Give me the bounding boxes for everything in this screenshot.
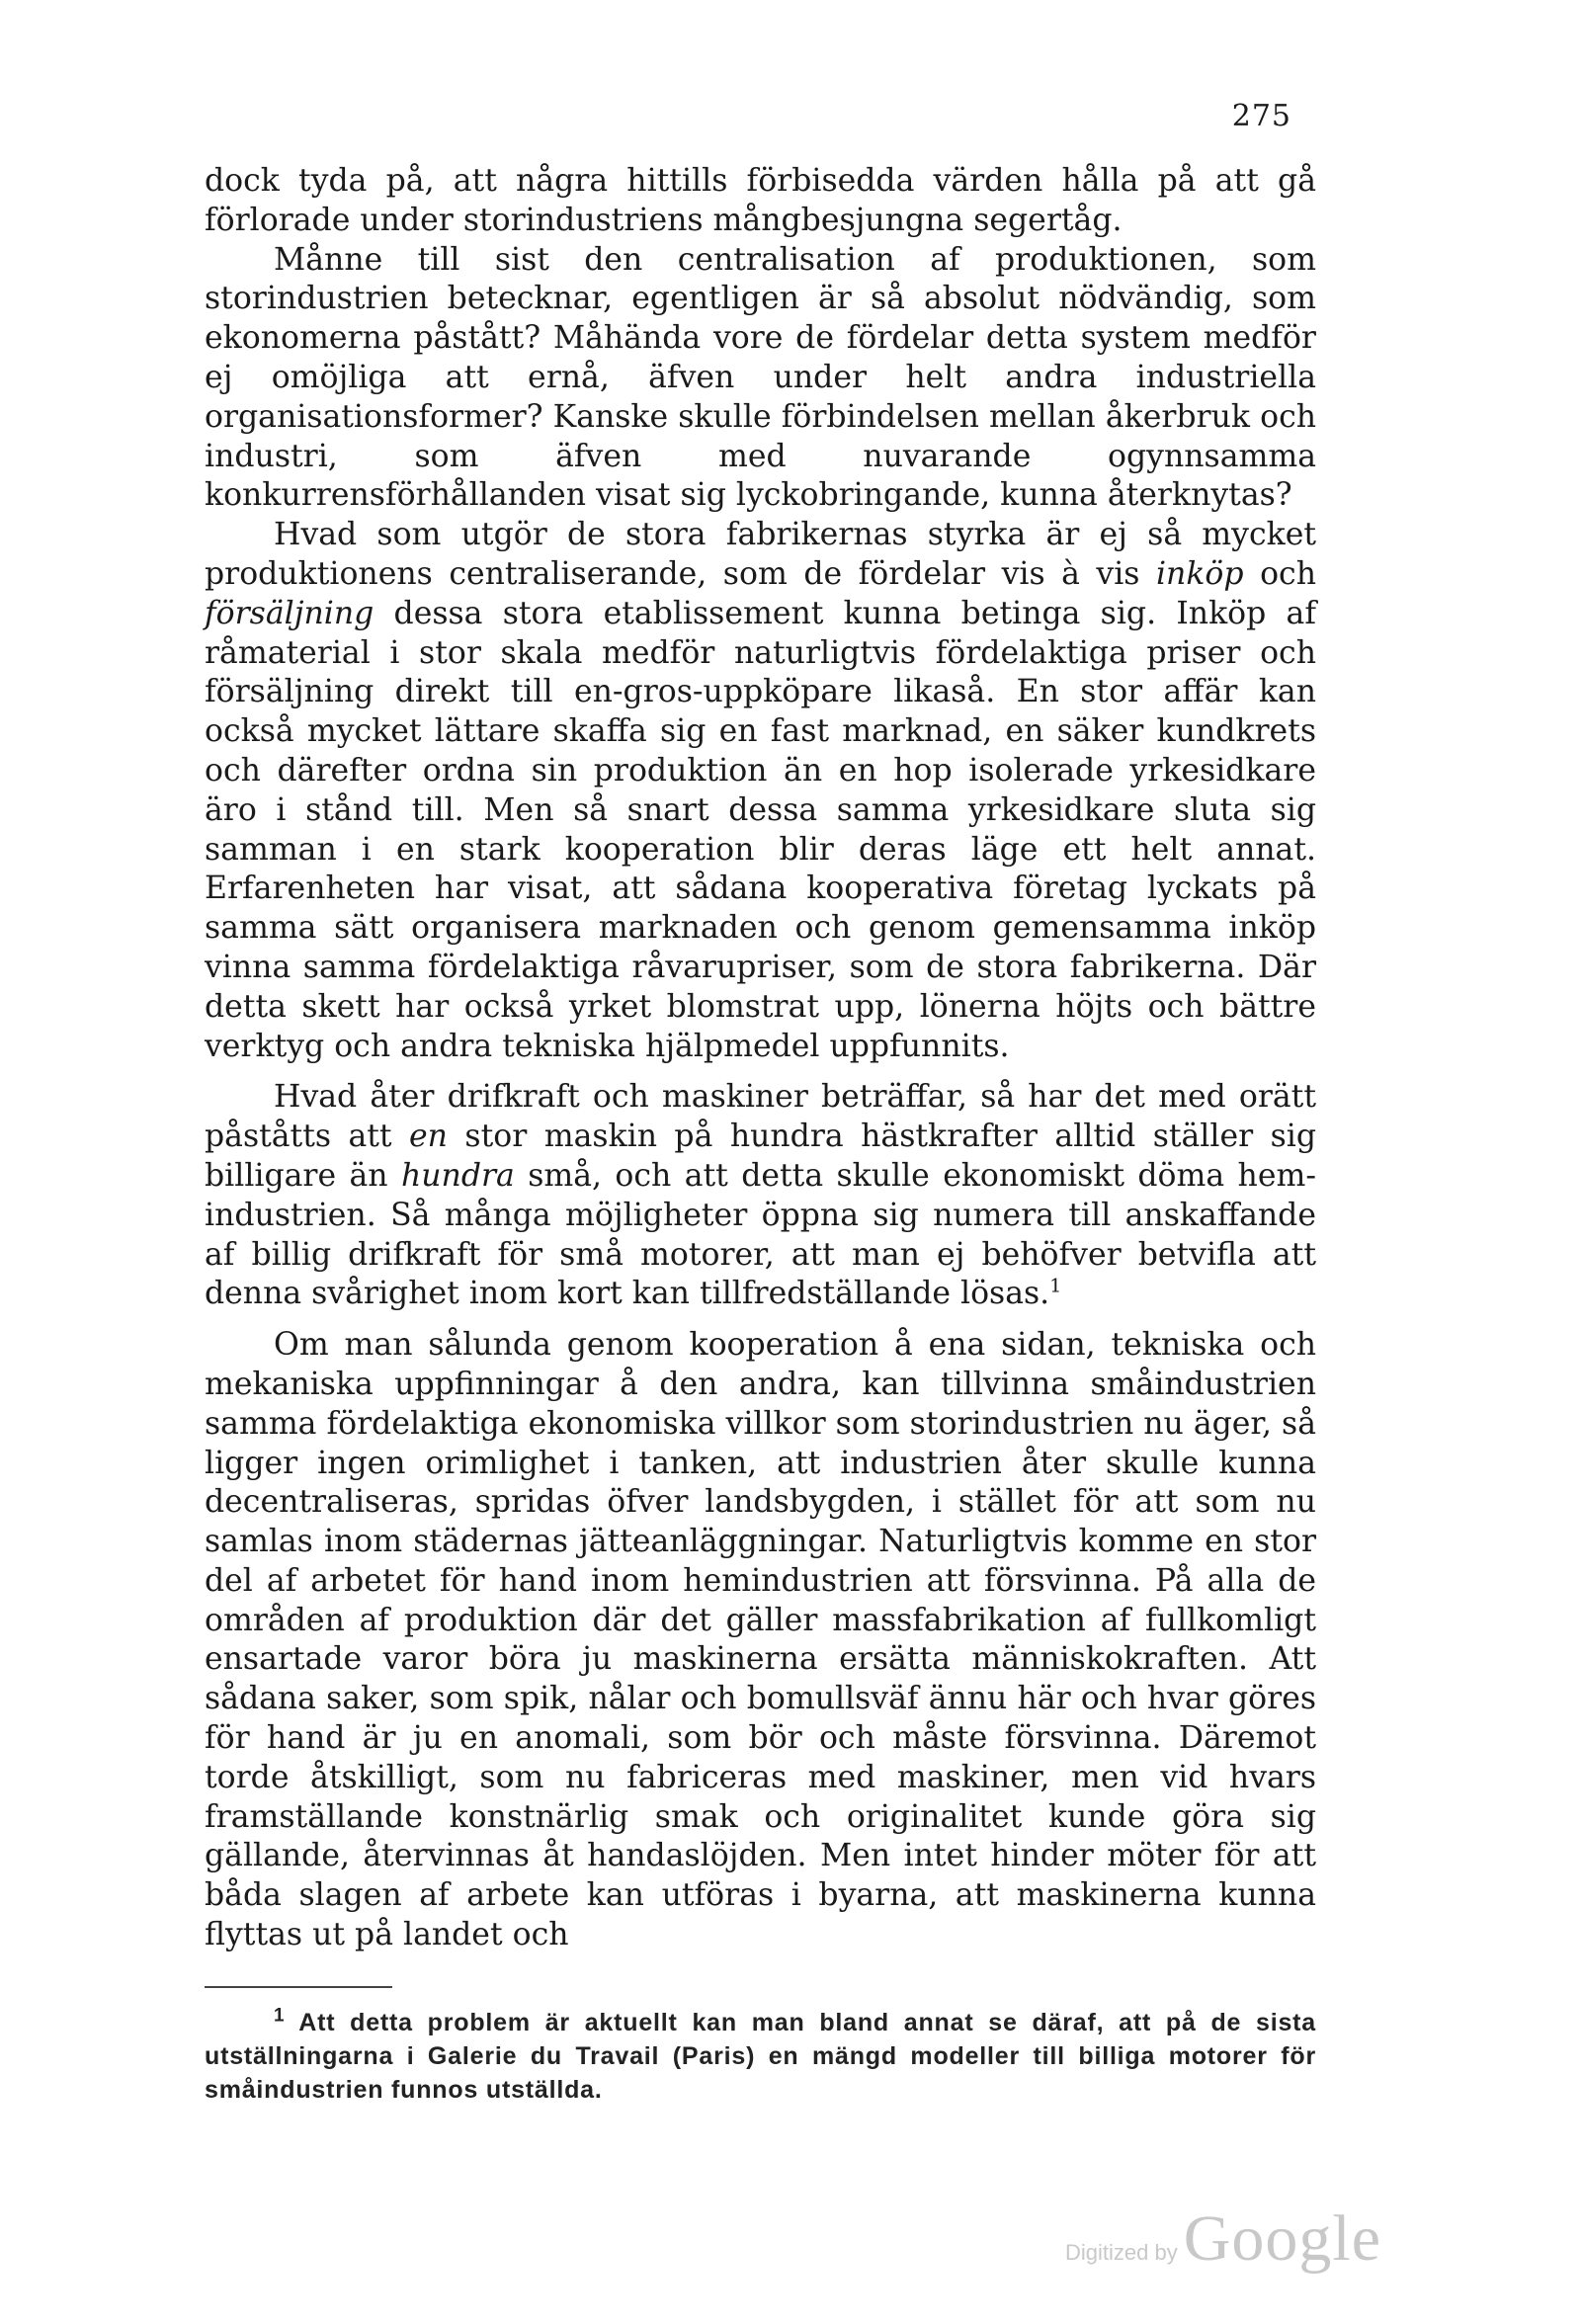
- footnote: [205, 2006, 1316, 2107]
- paragraph-text-segment: och: [1243, 555, 1316, 592]
- page-number: 275: [1231, 99, 1291, 133]
- google-watermark: [1065, 2201, 1381, 2277]
- paragraph-text-segment: små, och att detta skulle ekonomiskt döma hem-industrien. Så många möjligheter öppna sig numera till anskaffande af billig drifkraft för små motorer, att man ej behöfver betvifla att denna svårighet inom kort kan tillfredställande lösas.: [205, 1157, 1316, 1312]
- footnote-divider: [205, 1986, 392, 1988]
- paragraph-text-segment: Hvad som utgör de stora fabrikernas styrka är ej så mycket produktionens centraliserande, som de fördelar vis à vis: [205, 517, 1316, 592]
- italic-word-hundra: hundra: [400, 1157, 515, 1194]
- footnote-reference: 1: [1049, 1275, 1062, 1297]
- body-text: [205, 162, 1316, 1955]
- paragraph-factories-strength: [205, 516, 1316, 1066]
- italic-term-forsaljning: försäljning: [205, 595, 374, 631]
- paragraph-centralisation: Månne till sist den centralisation af produktionen, som storindustrien betecknar, egentligen är så absolut nödvändig, som ekonomerna påstått? Måhända vore de fördelar detta system medför ej omöjliga att ernå, äfven under helt andra industriella organisationsformer? Kanske skulle förbindelsen mellan åkerbruk och industri, som äfven med nuvarande ogynnsamma konkurrensförhållanden visat sig lyckobringande, kunna återknytas?: [205, 241, 1316, 514]
- paragraph-driving-power: [205, 1078, 1316, 1314]
- paragraph-text-segment: stor maskin på hundra hästkrafter alltid ställer sig billigare än: [205, 1119, 1316, 1194]
- paragraph-continued: dock tyda på, att några hittills förbisedda värden hålla på att gå förlorade under storindustriens mångbesjungna segertåg.: [205, 163, 1316, 238]
- footnote-text: Att detta problem är aktuellt kan man bland annat se däraf, att på de sista utställningarna i Galerie du Travail (Paris) en mängd modeller till billiga motorer för småindustrien funnos utställda.: [205, 2009, 1316, 2104]
- paragraph-text-segment: dessa stora etablissement kunna betinga sig. Inköp af råmaterial i stor skala medför naturligtvis fördelaktiga priser och försäljning direkt till en-gros-uppköpare likaså. En stor affär kan också mycket lättare skaffa sig en fast marknad, en säker kundkrets och därefter ordna sin produktion än en hop isolerade yrkesidkare äro i stånd till. Men så snart dessa samma yrkesidkare sluta sig samman i en stark kooperation blir deras läge ett helt annat. Erfarenheten har visat, att sådana kooperativa företag lyckats på samma sätt organisera marknaden och genom gemensamma inköp vinna samma fördelaktiga råvarupriser, som de stora fabrikerna. Där detta skett har också yrket blomstrat upp, lönerna höjts och bättre verktyg och andra tekniska hjälpmedel uppfunnits.: [205, 595, 1316, 1064]
- google-logo: Google: [1183, 2202, 1382, 2275]
- footnote-marker: 1: [274, 2005, 286, 2027]
- digitized-by-label: Digitized by: [1065, 2240, 1178, 2265]
- paragraph-decentralisation: Om man sålunda genom kooperation å ena sidan, tekniska och mekaniska uppfinningar å den andra, kan tillvinna småindustrien samma fördelaktiga ekonomiska villkor som storindustrien nu äger, så ligger ingen orimlighet i tanken, att industrien åter skulle kunna decentraliseras, spridas öfver landsbygden, i stället för att som nu samlas inom städernas jätteanläggningar. Naturligtvis komme en stor del af arbetet för hand inom hemindustrien att försvinna. På alla de områden af produktion där det gäller massfabrikation af fullkomligt ensartade varor böra ju maskinerna ersätta människokraften. Att sådana saker, som spik, nålar och bomullsväf ännu här och hvar göres för hand är ju en anomali, som bör och måste försvinna. Däremot torde åtskilligt, som nu fabriceras med maskiner, men vid hvars framställande konstnärlig smak och originalitet kunde göra sig gällande, återvinnas åt handaslöjden. Men intet hinder möter för att båda slagen af arbete kan utföras i byarna, att maskinerna kunna flyttas ut på landet och: [205, 1327, 1316, 1953]
- italic-word-en: en: [409, 1119, 448, 1155]
- paragraph-text-segment: Hvad åter drifkraft och maskiner beträffar, så har det med orätt påståtts att: [205, 1079, 1316, 1155]
- italic-term-inkop: inköp: [1155, 555, 1244, 592]
